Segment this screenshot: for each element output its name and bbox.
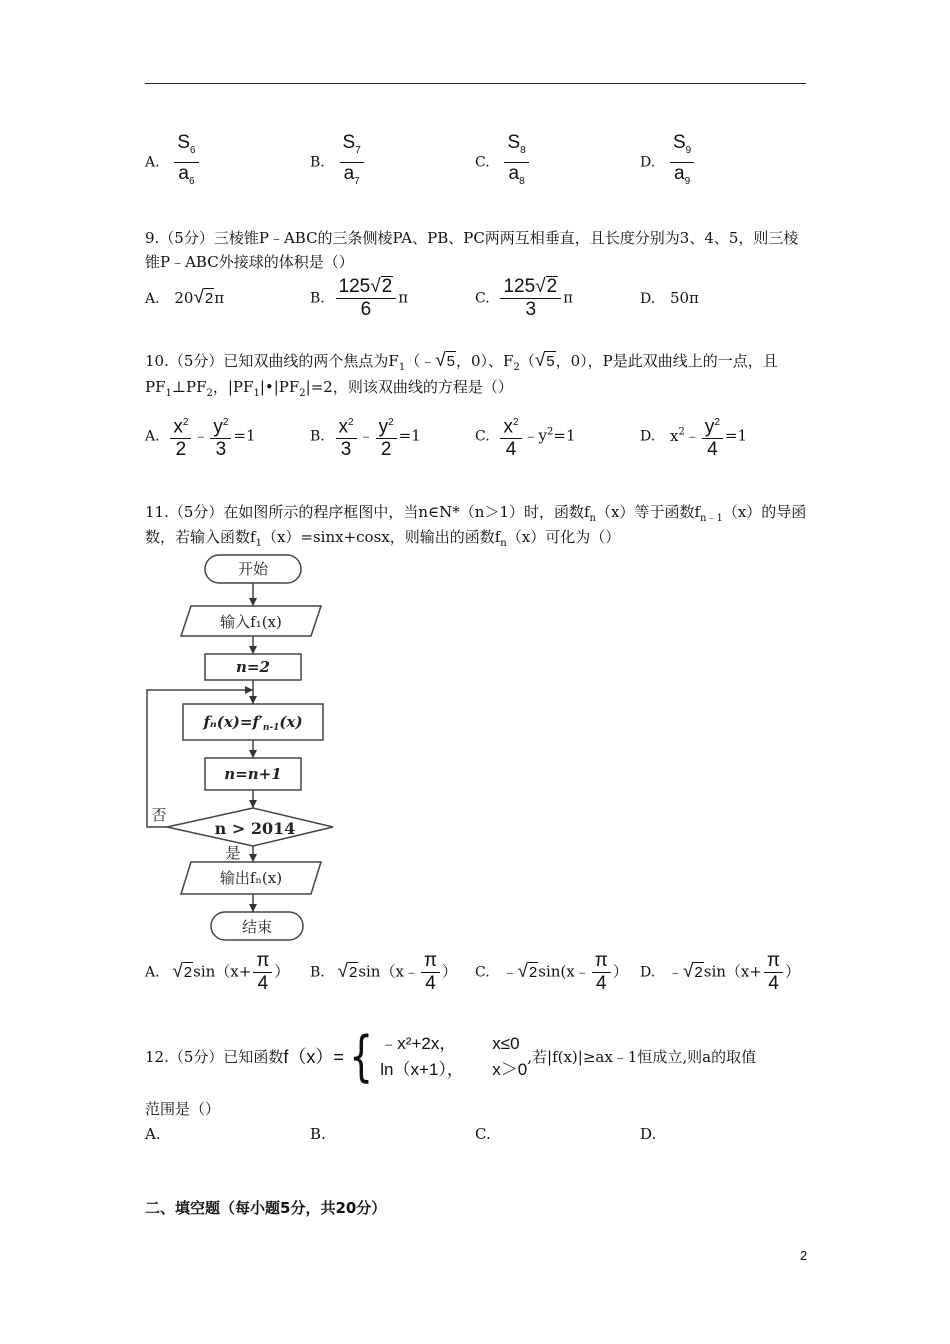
q9-stem-line1: 9.（5分）三棱锥P﹣ABC的三条侧棱PA、PB、PC两两互相垂直，且长度分别为3、4、5，则三棱 [145,229,799,247]
flow-input-label: 输入f₁(x) [220,613,282,631]
q12-piecewise: { ﹣x²+2x， x≤0 ln（x+1）， x＞0 [349,1025,528,1088]
q8-option-c: C. $\frac{S_8}{a_8}$ [475,132,531,193]
q11-stem-line2: 数，若输入函数$f_1(x)=\sin x+\cos x$，则输出的函数$f_n(x)$可化为（） [145,528,621,549]
q9-option-a: A. 20√2π [145,287,225,308]
q12-option-a: A. [145,1125,161,1143]
q11-option-d: D. ﹣√2sin（x+ $\frac{\pi}{4}$ ） [640,950,801,994]
q10-option-c: C. $\frac{x^2}{4}$ $﹣y^2=1$ [475,412,576,461]
flow-yes-label: 是 [225,844,241,862]
flow-end-label: 结束 [241,918,273,936]
q8-option-a: A. $\frac{S_6}{a_6}$ [145,132,201,193]
flow-assign-label: $f_n(x)=f'_{n-1}(x)$ [203,713,303,733]
flow-output-label: 输出fₙ(x) [219,869,283,887]
q10-option-d: D. $x^2﹣$ $\frac{y^2}{4}$ =1 [640,412,747,461]
q9-option-d: D. 50π [640,289,699,307]
q12-option-c: C. [475,1125,491,1143]
page-number: 2 [800,1248,808,1263]
q11-option-c: C. ﹣√2sin(x﹣ $\frac{\pi}{4}$ ） [475,950,628,994]
q11-stem-line1: 11.（5分）在如图所示的程序框图中，当n∈N*（n＞1）时，函数$f_n(x)$等于函数$f_{n﹣1}(x)$的导函 [145,503,807,524]
q9-option-c: C. $\frac{125√2}{3}$ π [475,276,574,320]
program-flowchart [143,552,343,948]
q8-option-d: D. $\frac{S_9}{a_9}$ [640,132,696,193]
flow-condition-label: n > 2014 [214,819,296,838]
q11-option-a: A. √2sin（x+ $\frac{\pi}{4}$ ） [145,950,290,994]
section-heading-fill-in: 二、填空题（每小题5分，共20分） [145,1199,387,1217]
flow-init-label: n=2 [236,658,270,676]
top-rule [145,83,806,84]
flow-increment-label: n=n+1 [224,765,282,783]
q10-option-b: B. $\frac{x^2}{3}$ ﹣ $\frac{y^2}{2}$ =1 [310,412,421,461]
q8-option-b: B. $\frac{S_7}{a_7}$ [310,132,366,193]
flow-no-label: 否 [151,806,167,824]
flow-start-label: 开始 [237,560,269,578]
q9-option-b: B. $\frac{125√2}{6}$ π [310,276,409,320]
q10-stem-line2: $PF_1\perp PF_2$，$|PF_1|•|PF_2|=2$，则该双曲线的方程是（） [145,378,513,399]
q12-option-b: B. [310,1125,326,1143]
q9-stem-line2: 锥P﹣ABC外接球的体积是（） [145,253,354,271]
q12-stem-line1: 12.（5分）已知函数 f（x）= { ﹣x²+2x， x≤0 ln（x+1）， x＞0 ,若|f(x)|≥ax﹣1恒成立,则a的取值 [145,1025,757,1088]
q10-option-a: A. $\frac{x^2}{2}$ ﹣ $\frac{y^2}{3}$ =1 [145,412,256,461]
q11-option-b: B. √2sin（x﹣ $\frac{\pi}{4}$ ） [310,950,458,994]
q12-stem-line2: 范围是（） [145,1100,221,1118]
q12-option-d: D. [640,1125,657,1143]
q10-stem-line1: 10.（5分）已知双曲线的两个焦点为$F_1(﹣√5$，0）、$F_2(√5$，0），P是此双曲线上的一点，且 [145,350,778,373]
